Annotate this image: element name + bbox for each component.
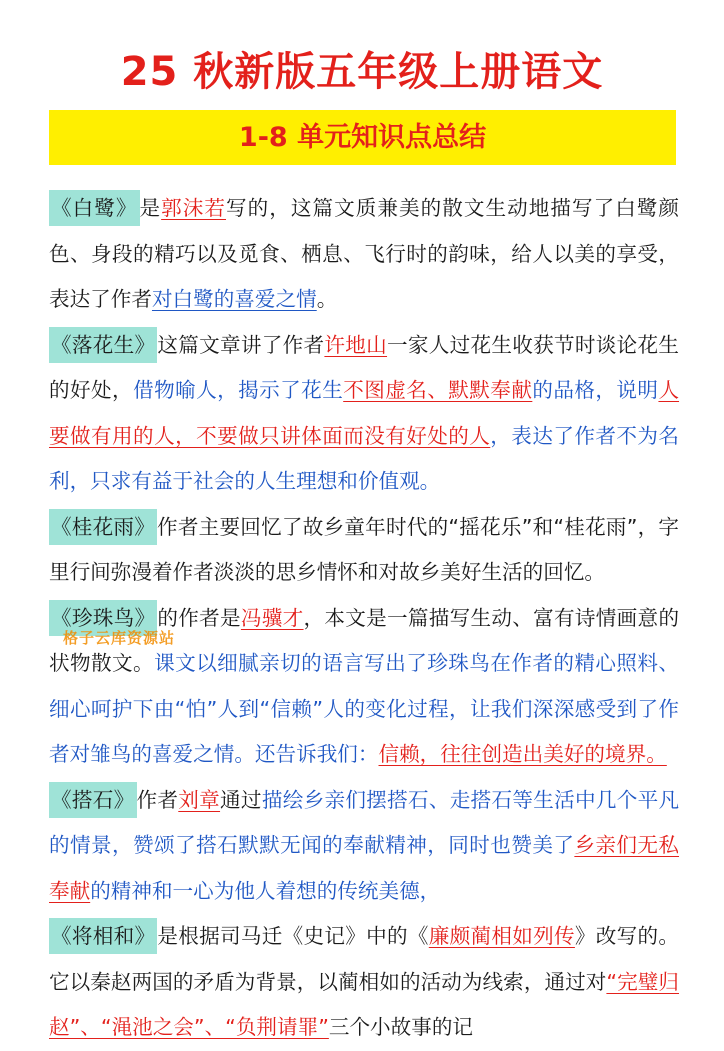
key-point: 课文以细腻亲切的语言写出了珍珠鸟在作者的精心照料、细心呵护下由“怕”人到“信赖”人的变化过程，让我们深深感受到了作者对雏鸟的喜爱之情。还告诉我们： [49,651,680,766]
lesson-title: 《白鹭》 [49,190,140,226]
text-run: 。 [316,287,338,311]
key-point: 对白鹭的喜爱之情 [151,287,317,311]
notes-body [49,186,679,1051]
key-point: 的精神和一心为他人着想的传统美德， [90,878,441,903]
author-name: 许地山 [324,332,388,357]
paragraph-dashi [49,778,679,915]
key-point: 描绘乡亲们摆搭石、走搭石等生活中几个平凡的情景，赞颂了搭石默默无闻的奉献精神，同时也赞美了 [49,787,680,857]
paragraph-guihuayu [49,505,679,596]
lesson-title: 《搭石》 [49,782,137,818]
text-run: ，本文是一篇描写生动、富有诗情画意的状物散文。 [49,605,680,675]
watermark: 格子云库资源站 [63,629,176,647]
key-point-highlight: 人要做有用的人，不要做只讲体面而没有好处的人 [49,378,680,448]
lesson-title: 《珍珠鸟》 [49,600,157,636]
paragraph-bailu [49,186,679,323]
text-run: 作者 [136,787,179,812]
paragraph-luohuasheng [49,323,679,505]
source-title: 廉颇蔺相如列传 [428,924,575,948]
key-point-highlight: 乡亲们无私奉献 [49,833,680,903]
lesson-title: 《桂花雨》 [49,509,157,545]
lesson-title: 《将相和》 [49,918,157,954]
story-list: “完璧归赵”、“渑池之会”、“负荆请罪” [49,969,680,1039]
paragraph-jiangxianghe [49,914,679,1051]
paragraph-zhenzhuniao [49,596,679,778]
author-name: 郭沫若 [161,196,226,220]
subtitle-banner: 1-8 单元知识点总结 [49,110,676,165]
key-point-highlight: 信赖，往往创造出美好的境界。 [378,742,667,766]
author-name: 刘章 [178,787,221,812]
text-run: 通过 [220,787,262,812]
text-run: 》改写的。它以秦赵两国的矛盾为背景，以蔺相如的活动为线索，通过对 [49,924,680,994]
text-run: 这篇文章讲了作者 [157,332,325,357]
text-run: 是 [139,196,162,220]
text-run: 的作者是 [157,605,241,630]
author-name: 冯骥才 [240,605,304,630]
key-point: ，表达了作者不为名利，只求有益于社会的人生理想和价值观。 [49,423,680,493]
key-point: 的品格，说明 [532,378,659,402]
text-run: 作者主要回忆了故乡童年时代的“摇花乐”和“桂花雨”，字里行间弥漫着作者淡淡的思乡情怀和对故乡美好生活的回忆。 [49,514,679,584]
text-run: 一家人过花生收获节时谈论花生的好处， [49,332,680,402]
key-point: 借物喻人，揭示了花生 [133,378,344,402]
page-title: 25 秋新版五年级上册语文 [120,49,604,95]
key-point-highlight: 不图虚名、默默奉献 [343,378,533,402]
text-run: 是根据司马迁《史记》中的《 [157,924,429,948]
text-run: 写的，这篇文质兼美的散文生动地描写了白鹭颜色、身段的精巧以及觅食、栖息、飞行时的韵味，给人以美的享受，表达了作者 [49,196,680,311]
lesson-title: 《落花生》 [49,327,157,363]
text-run: 三个小故事的记 [328,1015,474,1039]
